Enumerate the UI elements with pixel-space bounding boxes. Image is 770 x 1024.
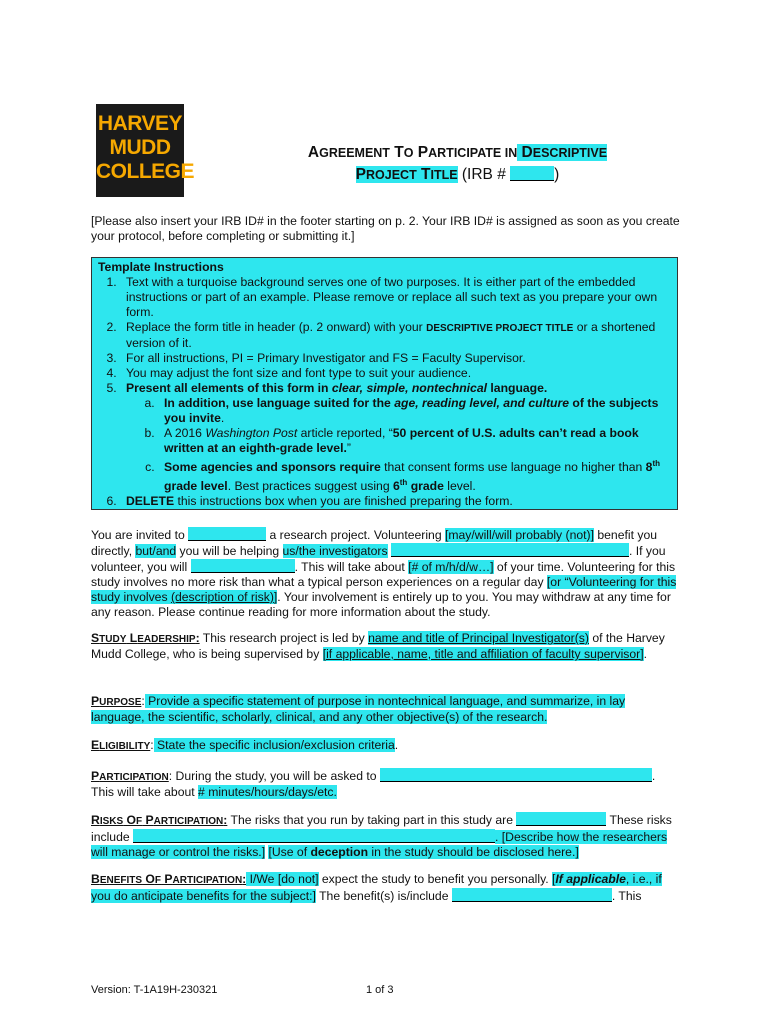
- logo-line-2: MUDD: [109, 136, 171, 159]
- study-leadership-section: STUDY LEADERSHIP: This research project is led by name and title of Principal Investigator(s) of the Harvey Mudd College, who is being supervised by [if applicable, name, title and affiliation of faculty supervisor].: [91, 631, 665, 661]
- instruction-subitem: c. Some agencies and sponsors require that consent forms use language no higher than 8th grade level. Best practices suggest using 6th grade level.: [158, 456, 671, 494]
- blank-field: [191, 559, 295, 573]
- instructions-list: [98, 275, 671, 509]
- logo-line-1: HARVEY: [97, 112, 183, 135]
- instruction-sublist: [126, 396, 671, 494]
- instruction-subitem: a. In addition, use language suited for the age, reading level, and culture of the subjects you invite.: [158, 396, 671, 426]
- instruction-item: 6. DELETE this instructions box when you are finished preparing the form.: [120, 494, 671, 509]
- blank-field: [133, 829, 495, 843]
- instruction-item: 2. Replace the form title in header (p. 2 onward) with your DESCRIPTIVE PROJECT TITLE or a shortened version of it.: [120, 320, 671, 351]
- blank-field: [516, 812, 606, 826]
- college-logo: [96, 104, 195, 197]
- instruction-item: 3. For all instructions, PI = Primary Investigator and FS = Faculty Supervisor.: [120, 351, 671, 366]
- intro-paragraph: You are invited to a research project. Volunteering [may/will/will probably (not)] benefit you directly, but/and you will be helping us/the investigators . If you volunteer, you will . This will take about [# of m/h/d/w…] of your time. Volunteering for this study involves no more risk than what a typical person experiences on a regular day [or “Volunteering for this study involves (description of risk)]. Your involvement is entirely up to you. You may withdraw at any time for any reason. Please continue reading for more information about the study.: [91, 528, 677, 619]
- instruction-item: 5. Present all elements of this form in clear, simple, nontechnical language. a. In addition, use language suited for the age, reading level, and culture of the subjects you invite. b. A 2016 Washington Post article reported, “50 percent of U.S. adults can’t read a book written at an eighth-grade level.” c. Some agencies and sponsors require that consent forms use language no higher than 8th grade level. Best practices suggest using 6th grade level.: [120, 381, 671, 494]
- page-number: 1 of 3: [366, 984, 394, 996]
- section-heading: RISKS OF PARTICIPATION:: [91, 813, 228, 827]
- version-footer: Version: T-1A19H-230321: [91, 984, 218, 996]
- instruction-item: 4. You may adjust the font size and font type to suit your audience.: [120, 366, 671, 381]
- irb-number-blank: [510, 166, 554, 181]
- risks-section: RISKS OF PARTICIPATION: The risks that you run by taking part in this study are These risks include . [Describe how the researchers will manage or control the risks.] [Use of deception in the study should be disclosed here.]: [91, 813, 672, 859]
- eligibility-section: ELIGIBILITY: State the specific inclusion/exclusion criteria.: [91, 738, 399, 752]
- blank-field: [391, 543, 629, 557]
- instruction-item: 1. Text with a turquoise background serves one of two purposes. It is either part of the embedded instructions or part of an example. Please remove or replace all such text as you prepare your own form.: [120, 275, 671, 320]
- irb-footer-note: [Please also insert your IRB ID# in the footer starting on p. 2. Your IRB ID# is assigned as soon as you create your protocol, before completing or submitting it.]: [91, 214, 680, 243]
- section-heading: BENEFITS OF PARTICIPATION:: [91, 872, 247, 886]
- blank-field: [452, 888, 612, 902]
- blank-field: [380, 768, 652, 782]
- instruction-subitem: b. A 2016 Washington Post article reported, “50 percent of U.S. adults can’t read a book written at an eighth-grade level.”: [158, 426, 671, 456]
- instructions-heading: Template Instructions: [98, 260, 224, 274]
- purpose-section: PURPOSE: Provide a specific statement of purpose in nontechnical language, and summarize, in lay language, the scientific, scholarly, clinical, and any other objective(s) of the research.: [91, 694, 626, 724]
- section-heading: STUDY LEADERSHIP:: [91, 631, 200, 645]
- section-heading: PURPOSE: [91, 694, 142, 708]
- logo-line-3: COLLEGE: [96, 160, 195, 183]
- benefits-section: BENEFITS OF PARTICIPATION: I/We [do not] expect the study to benefit you personally. [If applicable, i.e., if you do anticipate benefits for the subject:] The benefit(s) is/include . This: [91, 872, 662, 903]
- template-instructions-box: [91, 257, 678, 510]
- document-title: AGREEMENT TO PARTICIPATE IN DESCRIPTIVE PROJECT TITLE (IRB # ): [307, 144, 608, 183]
- section-heading: ELIGIBILITY: [91, 738, 151, 752]
- blank-field: [188, 527, 266, 541]
- section-heading: PARTICIPATION: [91, 769, 169, 783]
- participation-section: PARTICIPATION: During the study, you will be asked to . This will take about # minutes/hours/days/etc.: [91, 769, 656, 799]
